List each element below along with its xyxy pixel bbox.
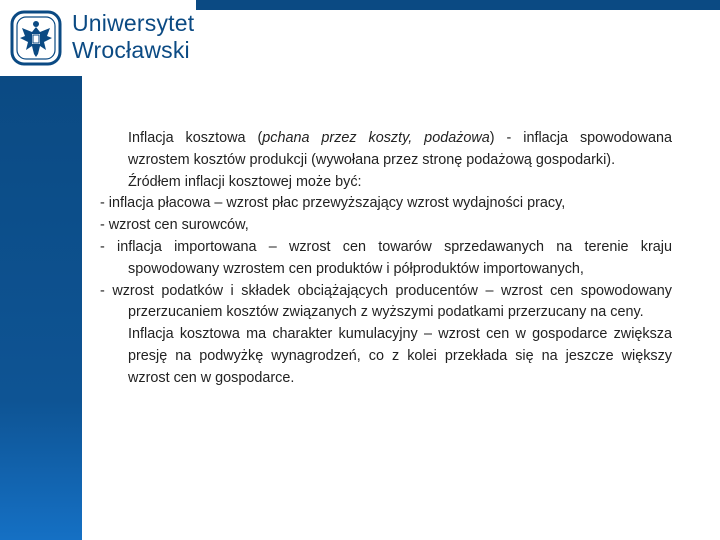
slide-body	[100, 128, 672, 390]
paragraph-cumulative: Inflacja kosztowa ma charakter kumulacyjny – wzrost cen w gospodarce zwiększa presję na podwyżkę wynagrodzeń, co z kolei przekłada się na jeszcze większy wzrost cen w gospodarce.	[128, 326, 672, 386]
left-sidebar-bar	[0, 76, 82, 540]
university-name-line1: Uniwersytet	[72, 10, 195, 36]
term-bold: Inflacja kosztowa	[128, 130, 246, 146]
list-item: - wzrost cen surowców,	[100, 217, 249, 234]
definition-text: ) - inflacja spowodowana wzrostem kosztów produkcji (wywołana przez stronę podażową gospodarki).	[128, 130, 672, 168]
university-name-line2: Wrocławski	[72, 37, 190, 63]
university-name	[72, 10, 194, 64]
university-emblem-icon	[10, 10, 62, 66]
list-item: - inflacja importowana – wzrost cen towarów sprzedawanych na terenie kraju spowodowany wzrostem cen produktów i półproduktów importowanych,	[100, 238, 672, 277]
header-accent-bar	[196, 0, 720, 10]
paren-open: (	[245, 130, 263, 146]
university-logo	[0, 0, 196, 76]
term-italic: pchana przez koszty, podażowa	[262, 130, 490, 146]
paragraph-sources-intro: Źródłem inflacji kosztowej może być:	[128, 173, 362, 190]
list-item: - inflacja płacowa – wzrost płac przewyższający wzrost wydajności pracy,	[100, 195, 566, 212]
paragraph-definition	[100, 128, 672, 172]
list-item: - wzrost podatków i składek obciążających producentów – wzrost cen spowodowany przerzucaniem kosztów związanych z wyższymi podatkami przerzucany na ceny.	[100, 282, 672, 321]
